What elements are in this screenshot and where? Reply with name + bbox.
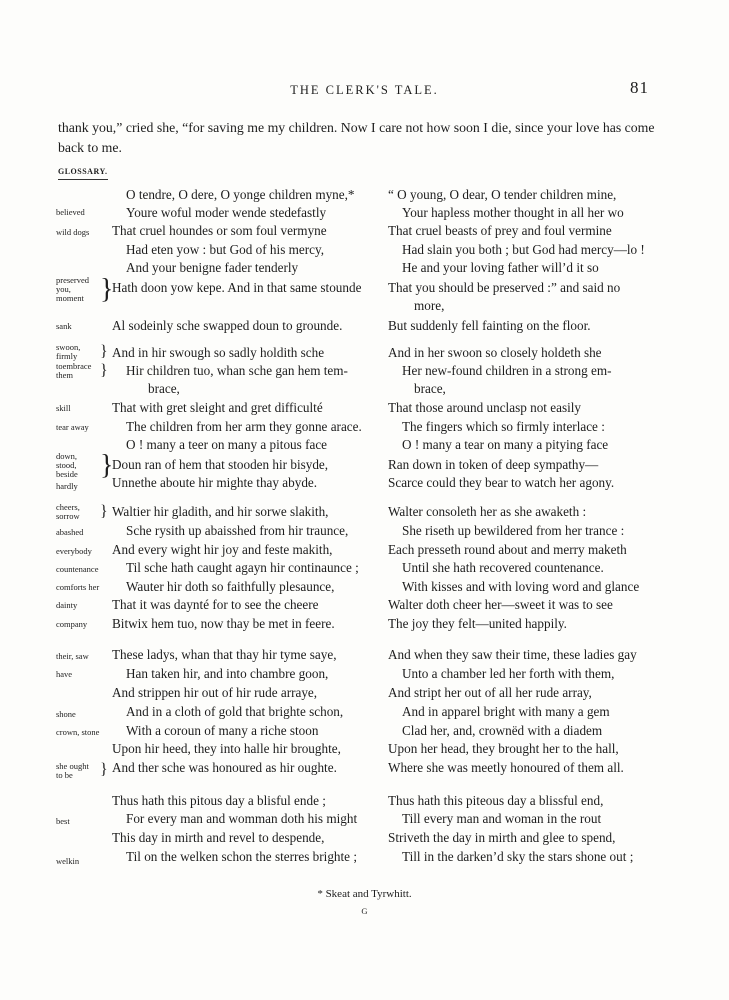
modern-line: more,	[414, 298, 445, 313]
modern-line: O ! many a tear on many a pitying face	[402, 437, 609, 452]
me-line: Thus hath this pitous day a blisful ende ;	[112, 793, 326, 808]
modern-line: And when they saw their time, these ladies gay	[388, 647, 637, 662]
modern-line: And stript her out of all her rude array,	[388, 685, 592, 700]
gloss-brace: }	[100, 343, 108, 360]
me-line: For every man and womman doth his might	[126, 811, 358, 826]
running-header: THE CLERK'S TALE.	[290, 83, 439, 97]
gloss-brace: }	[100, 503, 108, 520]
me-line: Sche rysith up abaisshed from hir traunce,	[126, 523, 349, 538]
glossary-rule	[58, 179, 108, 180]
me-line: Til sche hath caught agayn hir continaunce ;	[126, 560, 359, 575]
me-line: Han taken hir, and into chambre goon,	[126, 666, 329, 681]
gloss-dainty: dainty	[56, 600, 78, 610]
modern-line: Had slain you both ; but God had mercy—lo !	[402, 242, 645, 257]
me-line: And in hir swough so sadly holdith sche	[112, 345, 325, 360]
gloss-swoon: swoon, firmly	[56, 342, 81, 361]
me-line: Waltier hir gladith, and hir sorwe slakith,	[112, 504, 329, 519]
modern-line: The fingers which so firmly interlace :	[402, 419, 605, 434]
gloss-best: best	[56, 816, 70, 826]
me-line: That it was daynté for to see the cheere	[112, 597, 319, 612]
gloss-brace: }	[100, 274, 114, 305]
modern-line: Walter doth cheer her—sweet it was to see	[388, 597, 613, 612]
gloss-preserved: preserved you, moment	[56, 275, 90, 303]
modern-line: Where she was meetly honoured of them all.	[388, 760, 624, 775]
me-line: The children from her arm they gonne arace.	[126, 419, 362, 434]
modern-line: Unto a chamber led her forth with them,	[402, 666, 615, 681]
gloss-believed: believed	[56, 207, 85, 217]
me-line: And ther sche was honoured as hir oughte.	[112, 760, 337, 775]
modern-line: Your hapless mother thought in all her wo	[402, 205, 624, 220]
modern-line: Scarce could they bear to watch her agony.	[388, 475, 615, 490]
me-line: Had eten yow : but God of his mercy,	[126, 242, 325, 257]
me-line: Youre woful moder wende stedefastly	[126, 205, 327, 220]
gloss-their-saw: their, saw	[56, 651, 89, 661]
me-line: Unnethe aboute hir mighte thay abyde.	[112, 475, 318, 490]
modern-line: And in apparel bright with many a gem	[402, 704, 610, 719]
me-line: And every wight hir joy and feste makith,	[112, 542, 333, 557]
modern-line: That you should be preserved :” and said no	[388, 280, 621, 295]
gloss-wild-dogs: wild dogs	[56, 227, 90, 237]
modern-line: Upon her head, they brought her to the hall,	[388, 741, 619, 756]
gloss-brace: }	[100, 761, 108, 778]
gloss-have: have	[56, 669, 73, 679]
gloss-brace: }	[100, 450, 114, 481]
intro-paragraph: thank you,” cried she, “for saving me my children. Now I care not how soon I die, since your love has come back to me.	[58, 120, 655, 155]
page-number: 81	[630, 78, 649, 97]
gloss-cheers-sorrow: cheers, sorrow	[56, 502, 80, 521]
modern-line: Clad her, and, crownëd with a diadem	[402, 723, 603, 738]
gloss-she-ought: she ought to be	[56, 761, 89, 780]
me-line: This day in mirth and revel to despende,	[112, 830, 325, 845]
gloss-countenance: countenance	[56, 564, 99, 574]
me-line: Doun ran of hem that stooden hir bisyde,	[112, 457, 329, 472]
gloss-comforts-her: comforts her	[56, 582, 100, 592]
modern-line: Till in the darken’d sky the stars shone out ;	[402, 849, 634, 864]
modern-line: “ O young, O dear, O tender children mine,	[388, 187, 617, 202]
gloss-everybody: everybody	[56, 546, 92, 556]
modern-line: Till every man and woman in the rout	[402, 811, 602, 826]
modern-line: Striveth the day in mirth and glee to spend,	[388, 830, 616, 845]
me-line: Bitwix hem tuo, now thay be met in feere.	[112, 616, 335, 631]
gloss-down-stood-beside: down, stood, beside	[56, 451, 78, 479]
modern-line: Thus hath this piteous day a blissful end,	[388, 793, 604, 808]
modern-line: Ran down in token of deep sympathy—	[388, 457, 599, 472]
me-line: These ladys, whan that thay hir tyme saye,	[112, 647, 337, 662]
gloss-abashed: abashed	[56, 527, 84, 537]
me-line: Wauter hir doth so faithfully plesaunce,	[126, 579, 335, 594]
footnote: * Skeat and Tyrwhitt.	[317, 888, 412, 900]
me-line: And strippen hir out of hir rude arraye,	[112, 685, 318, 700]
me-line: With a coroun of many a riche stoon	[126, 723, 319, 738]
gloss-tear-away: tear away	[56, 422, 89, 432]
modern-line: Until she hath recovered countenance.	[402, 560, 604, 575]
me-line: Al sodeinly sche swapped doun to grounde.	[112, 318, 343, 333]
me-line: brace,	[148, 381, 180, 396]
me-line: Hir children tuo, whan sche gan hem tem-	[126, 363, 348, 378]
modern-line: But suddenly fell fainting on the floor.	[388, 318, 591, 333]
signature-mark: G	[361, 906, 368, 916]
gloss-sank: sank	[56, 321, 72, 331]
gloss-hardly: hardly	[56, 481, 78, 491]
me-line: Til on the welken schon the sterres brighte ;	[126, 849, 357, 864]
gloss-shone: shone	[56, 709, 76, 719]
modern-line: Her new-found children in a strong em-	[402, 363, 612, 378]
modern-line: The joy they felt—united happily.	[388, 616, 567, 631]
me-line: Upon hir heed, they into halle hir broughte,	[112, 741, 341, 756]
glossary-heading: GLOSSARY.	[58, 167, 108, 176]
modern-line: With kisses and with loving word and glance	[402, 579, 640, 594]
me-line: Hath doon yow kepe. And in that same stounde	[112, 280, 362, 295]
modern-line: That cruel beasts of prey and foul vermine	[388, 223, 612, 238]
modern-line: That those around unclasp not easily	[388, 400, 582, 415]
gloss-welkin: welkin	[56, 856, 80, 866]
me-line: O ! many a teer on many a pitous face	[126, 437, 328, 452]
me-line: That with gret sleight and gret difficulté	[112, 400, 323, 415]
gloss-company: company	[56, 619, 88, 629]
me-line: That cruel houndes or som foul vermyne	[112, 223, 327, 238]
gloss-crown-stone: crown, stone	[56, 727, 100, 737]
modern-line: She riseth up bewildered from her trance :	[402, 523, 625, 538]
modern-line: He and your loving father will’d it so	[402, 260, 599, 275]
modern-line: Walter consoleth her as she awaketh :	[388, 504, 587, 519]
modern-line: Each presseth round about and merry maketh	[388, 542, 627, 557]
me-line: And in a cloth of gold that brighte schon,	[126, 704, 344, 719]
modern-line: And in her swoon so closely holdeth she	[388, 345, 602, 360]
gloss-skill: skill	[56, 403, 71, 413]
gloss-toembrace: toembrace them	[56, 361, 92, 380]
me-line: And your benigne fader tenderly	[126, 260, 299, 275]
modern-line: brace,	[414, 381, 446, 396]
me-line: O tendre, O dere, O yonge children myne,*	[126, 187, 355, 202]
gloss-brace: }	[100, 362, 108, 379]
